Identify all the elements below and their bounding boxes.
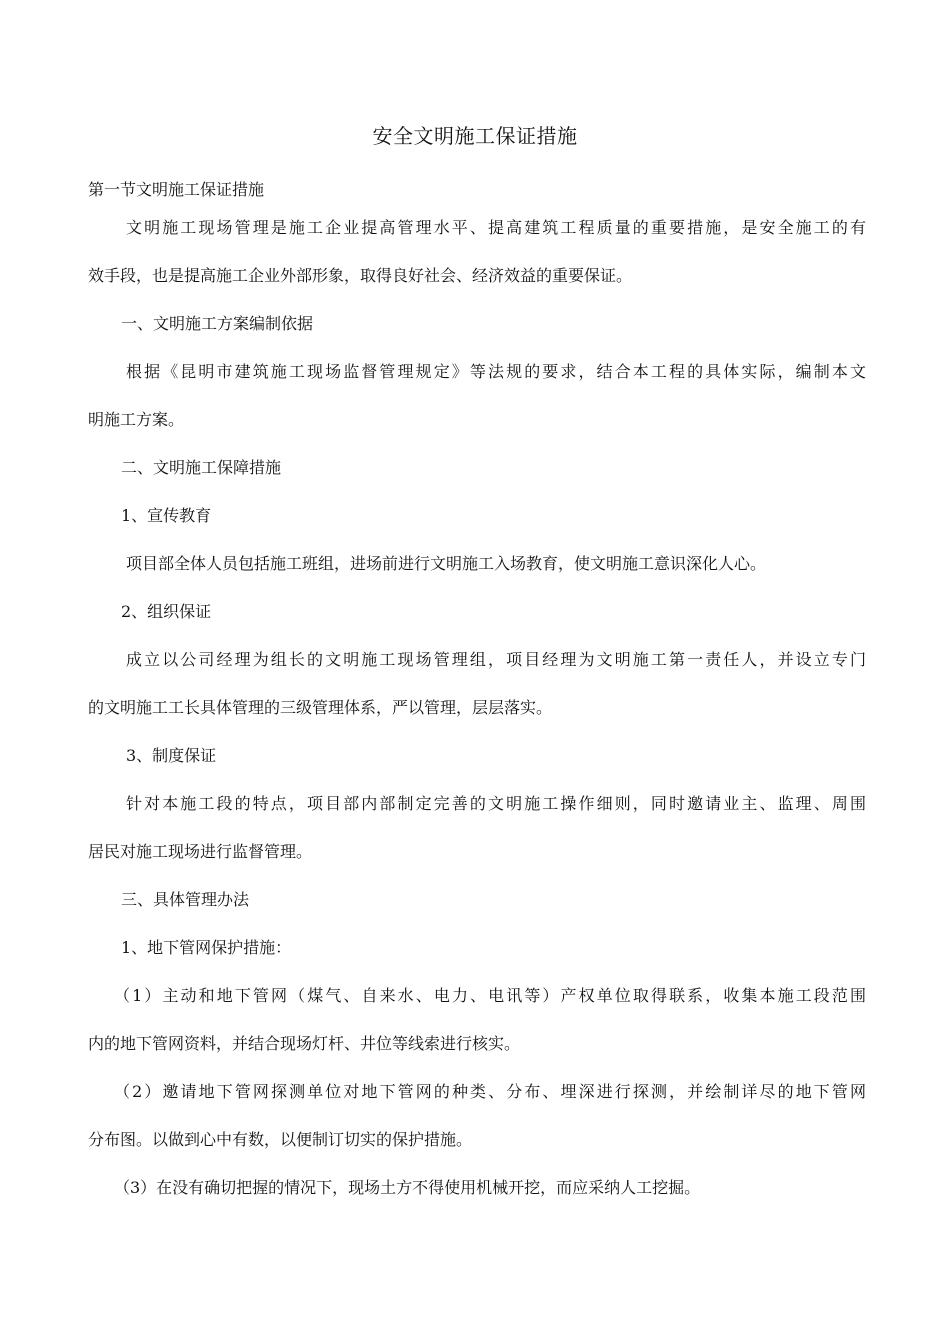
section-heading: 第一节文明施工保证措施 (88, 180, 265, 199)
part1-line-1: 根据《昆明市建筑施工现场监督管理规定》等法规的要求，结合本工程的具体实际，编制本文 (126, 362, 866, 381)
part3-p1-line-1: （1）主动和地下管网（煤气、自来水、电力、电讯等）产权单位取得联系，收集本施工段范围 (114, 986, 866, 1005)
part2-item2-line-2: 的文明施工工长具体管理的三级管理体系，严以管理，层层落实。 (88, 698, 553, 717)
part3-p2-line-1: （2）邀请地下管网探测单位对地下管网的种类、分布、埋深进行探测，并绘制详尽的地下管网 (114, 1082, 866, 1101)
part3-p3-line-1: （3）在没有确切把握的情况下，现场土方不得使用机械开挖，而应采纳人工挖掘。 (114, 1178, 701, 1197)
part2-item3-heading: 3、制度保证 (126, 746, 217, 765)
part3-p2-line-2: 分布图。以做到心中有数，以便制订切实的保护措施。 (88, 1130, 473, 1149)
part3-item1-heading: 1、地下管网保护措施： (121, 938, 292, 957)
part2-item2-line-1: 成立以公司经理为组长的文明施工现场管理组，项目经理为文明施工第一责任人，并设立专门 (126, 650, 866, 669)
part2-item3-line-2: 居民对施工现场进行监督管理。 (88, 842, 313, 861)
part1-heading: 一、文明施工方案编制依据 (121, 314, 314, 333)
document-title: 安全文明施工保证措施 (372, 124, 578, 148)
part2-item1-heading: 1、宣传教育 (121, 506, 212, 525)
intro-line-1: 文明施工现场管理是施工企业提高管理水平、提高建筑工程质量的重要措施，是安全施工的有 (126, 218, 866, 237)
part1-line-2: 明施工方案。 (88, 410, 185, 429)
intro-line-2: 效手段，也是提高施工企业外部形象，取得良好社会、经济效益的重要保证。 (88, 266, 633, 285)
part2-item3-line-1: 针对本施工段的特点，项目部内部制定完善的文明施工操作细则，同时邀请业主、监理、周围 (126, 794, 866, 813)
part3-heading: 三、具体管理办法 (121, 890, 250, 909)
part2-item2-heading: 2、组织保证 (121, 602, 212, 621)
part2-item1-line-1: 项目部全体人员包括施工班组，进场前进行文明施工入场教育，使文明施工意识深化人心。 (126, 554, 767, 573)
part3-p1-line-2: 内的地下管网资料，并结合现场灯杆、井位等线索进行核实。 (88, 1034, 521, 1053)
part2-heading: 二、文明施工保障措施 (121, 458, 282, 477)
